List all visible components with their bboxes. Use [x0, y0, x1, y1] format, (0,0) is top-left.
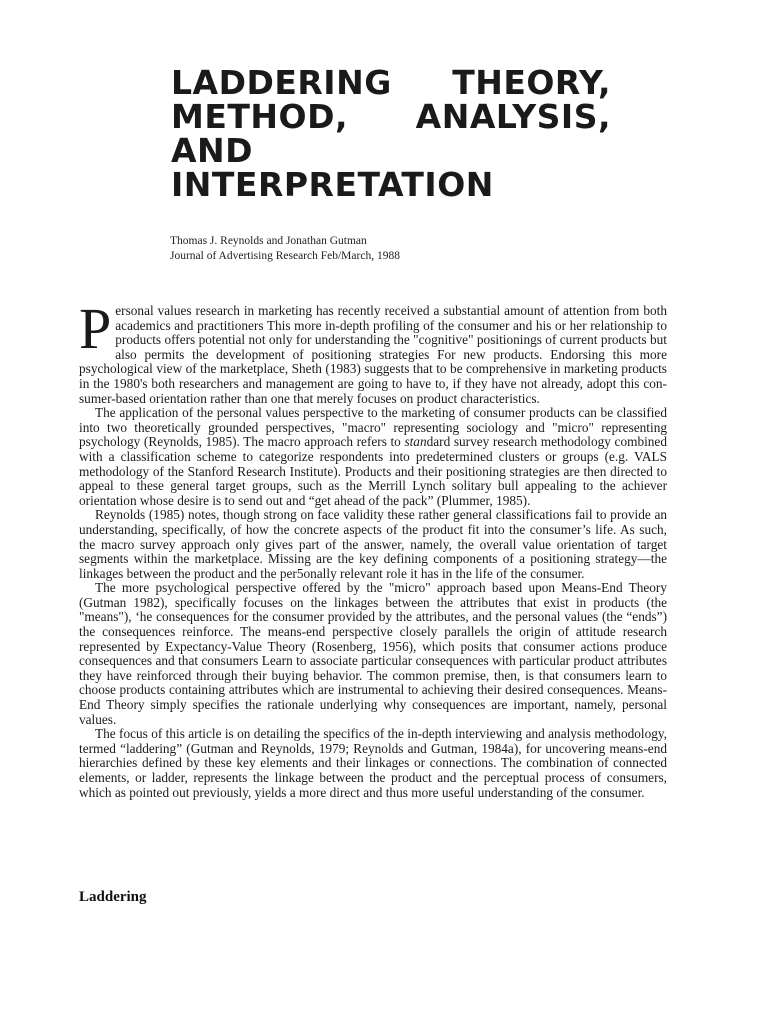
article-body: [79, 296, 667, 800]
authors: Thomas J. Reynolds and Jonathan Gutman: [170, 235, 367, 247]
section-heading: Laddering: [79, 889, 147, 905]
title-line-1: LADDERING THEORY,: [171, 63, 611, 102]
byline: [170, 234, 400, 264]
drop-cap: P: [79, 296, 112, 361]
paragraph-3: Reynolds (1985) notes, though strong on face validity these rather general classifications fail to provide an understanding, specifically, of how the concrete aspects of the product fit into the consumer’s life. As such, the macro survey approach only gives part of the answer, namely, the overall value orientation of target segments within the marketplace. Missing are the key defining components of a positioning strategy—the linkages between the product and the per5onally relevant role it has in the life of the consumer.: [79, 507, 667, 581]
title-line-2: METHOD, ANALYSIS,: [171, 97, 611, 136]
paragraph-2-text-b: dard survey research methodology combined with a classification scheme to categorize respondents into predetermined clusters or groups (e.g. VALS methodology of the Stanford Research Institute). Products and their positioning strategies are then directed to appeal to these general target groups, such as the Merrill Lynch solitary bull appealing to the achiever orientation whose desire is to send out and “get ahead of the pack” (Plummer, 1985).: [79, 434, 667, 508]
paragraph-2-italic: stan: [404, 434, 427, 450]
paragraph-2-text-a: The application of the personal values perspective to the marketing of consumer products can be classified into two theoretically grounded perspectives, "macro" representing sociology and "micro" representing psychology (Reynolds, 1985). The macro approach refers to: [79, 405, 667, 450]
article-title: [171, 63, 611, 204]
paragraph-1-text: ersonal values research in marketing has recently received a substantial amount of attention from both academics and practitioners This more in-depth profiling of the consumer and his or her relationship to products offers potential not only for understanding the "cognitive" positionings of current products but also permits the development of positioning strategies For new products. Endorsing this more psychological view of the marketplace, Sheth (1983) suggests that to be comprehensive in marketing products in the 1980's both researchers and management are going to have to, if they have not already, adopt this con-sumer-based orientation rather than one that merely focuses on product characteristics.: [79, 303, 667, 406]
paragraph-1: [79, 296, 667, 406]
title-line-4: INTERPRETATION: [171, 165, 494, 204]
paragraph-2: [79, 406, 667, 508]
paragraph-5: The focus of this article is on detailing the specifics of the in-depth interviewing and analysis methodology, termed “laddering” (Gutman and Reynolds, 1979; Reynolds and Gutman, 1984a), for uncovering means-end hierarchies defined by these key elements and their linkages or connections. The combination of connected elements, or ladder, represents the linkage between the product and the perceptual process of consumers, which as pointed out previously, yields a more direct and thus more useful understanding of the consumer.: [79, 726, 667, 800]
paragraph-4: The more psychological perspective offered by the "micro" approach based upon Means-End Theory (Gutman 1982), specifically focuses on the linkages between the attributes that exist in products (the "means"), ‘he consequences for the consumer provided by the attributes, and the personal values (the “ends”) the consequences reinforce. The means-end perspective closely parallels the origin of attitude research represented by Expectancy-Value Theory (Rosenberg, 1956), which posits that consumer actions produce consequences and that consumers Learn to associate particular consequences with particular product attributes they have reinforced through their buying behavior. The common premise, then, is that consumers learn to choose products containing attributes which are instrumental to achieving their desired consequences. Means-End Theory simply specifies the rationale underlying why consequences are important, namely, personal values.: [79, 580, 667, 727]
journal-citation: Journal of Advertising Research Feb/March, 1988: [170, 250, 400, 262]
title-line-3: AND: [171, 131, 254, 170]
